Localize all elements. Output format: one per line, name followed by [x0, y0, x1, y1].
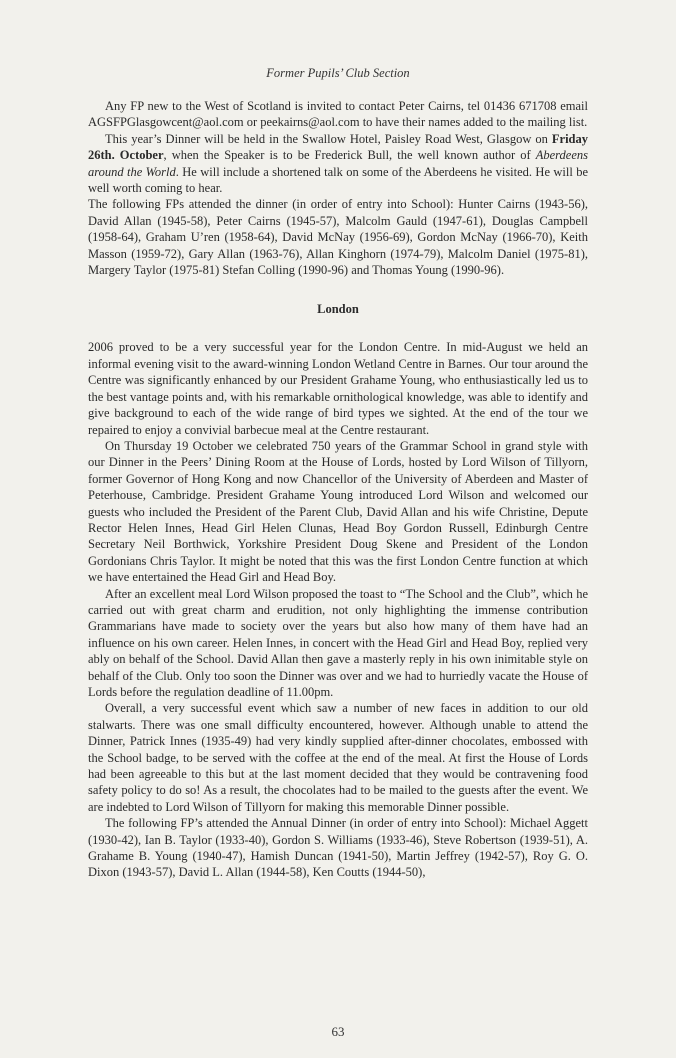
london-paragraph-5: The following FP’s attended the Annual Dinner (in order of entry into School): Michael Aggett (1930-42), Ian B. Taylor (1933-40), Gordon S. Williams (1933-46), Steve Robertson (1939-51), A. Grahame B. Young (1940-47), Hamish Duncan (1941-50), Martin Jeffrey (1942-57), Roy G. O. Dixon (1943-57), David L. Allan (1944-58), Ken Coutts (1944-50), [88, 816, 588, 880]
page-number: 63 [331, 1024, 345, 1039]
book-title: Aberdeens around the World [88, 148, 588, 179]
london-paragraph-4: Overall, a very successful event which saw a number of new faces in addition to our old stalwarts. There was one small difficulty encountered, however. Although unable to attend the Dinner, Patrick Innes (1935-49) had very kindly supplied after-dinner chocolates, embossed with the School badge, to be served with the coffee at the end of the meal. At first the House of Lords had been agreeable to this but at the last moment decided that they would be contravening food safety policy to do so! As a result, the chocolates had to be mailed to the guests after the event. We are indebted to Lord Wilson of Tillyorn for making this memorable Dinner possible. [88, 701, 588, 814]
dinner-date: Friday 26th. October [88, 131, 588, 163]
intro-paragraph-mailing-list: Any FP new to the West of Scotland is invited to contact Peter Cairns, tel 01436 671708 email AGSFPGlasgowcent@aol.com or peekairns@aol.com to have their names added to the mailing list. [88, 99, 588, 130]
dinner-text-mid: , when the Speaker is to be Frederick Bull, the well known author of [163, 148, 536, 163]
london-paragraph-3: After an excellent meal Lord Wilson proposed the toast to “The School and the Club”, which he carried out with great charm and erudition, not only highlighting the immense contribution Grammarians have made to society over the years but also how many of them have had an influence on his own career. Helen Innes, in concert with the Head Girl and Head Boy, replied very ably on behalf of the School. David Allan then gave a masterly reply in his own inimitable style on behalf of the Club. Only too soon the Dinner was over and we had to hurriedly vacate the House of Lords before the regulation deadline of 11.00pm. [88, 586, 588, 699]
section-title-london: London [317, 302, 359, 317]
london-paragraph-1: 2006 proved to be a very successful year for the London Centre. In mid-August we held an informal evening visit to the award-winning London Wetland Centre in Barnes. Our tour around the Centre was significantly enhanced by our President Grahame Young, who enthusiastically led us to the best vantage points and, with his remarkable ornithological knowledge, was able to identify and give background to each of the wide range of bird types we sighted. At the end of the tour we repaired to enjoy a convivial barbecue meal at the Centre restaurant. [88, 340, 588, 437]
london-paragraph-2: On Thursday 19 October we celebrated 750 years of the Grammar School in grand style with our Dinner in the Peers’ Dining Room at the House of Lords, hosted by Lord Wilson of Tillyorn, former Governor of Hong Kong and now Chancellor of the University of Aberdeen and Master of Peterhouse, Cambridge. President Grahame Young introduced Lord Wilson and welcomed our guests who included the President of the Parent Club, David Allan and his wife Christine, Depute Rector Helen Innes, Head Girl Helen Clunas, Head Boy Gordon Russell, Edinburgh Centre Secretary Neil Borthwick, Yorkshire President Doug Skene and President of the London Gordonians Chris Taylor. It might be noted that this was the first London Centre function at which we have entertained the Head Girl and Head Boy. [88, 438, 588, 585]
intro-paragraph-attendees: The following FPs attended the dinner (in order of entry into School): Hunter Cairns (1943-56), David Allan (1945-58), Peter Cairns (1945-57), Malcolm Gauld (1947-61), Douglas Campbell (1958-64), Graham U’ren (1958-64), David McNay (1956-69), Gordon McNay (1966-70), Keith Masson (1959-72), Gary Allan (1963-76), Allan Kinghorn (1974-79), Malcolm Daniel (1975-81), Margery Taylor (1975-81) Stefan Colling (1990-96) and Thomas Young (1990-96). [88, 197, 588, 278]
dinner-text-end: . He will include a shortened talk on some of the Aberdeens he visited. He will be well worth coming to hear. [88, 164, 588, 196]
dinner-text-start: This year’s Dinner will be held in the Swallow Hotel, Paisley Road West, Glasgow on [105, 131, 552, 146]
intro-paragraph-dinner [88, 131, 588, 197]
running-header: Former Pupils’ Club Section [266, 66, 410, 80]
